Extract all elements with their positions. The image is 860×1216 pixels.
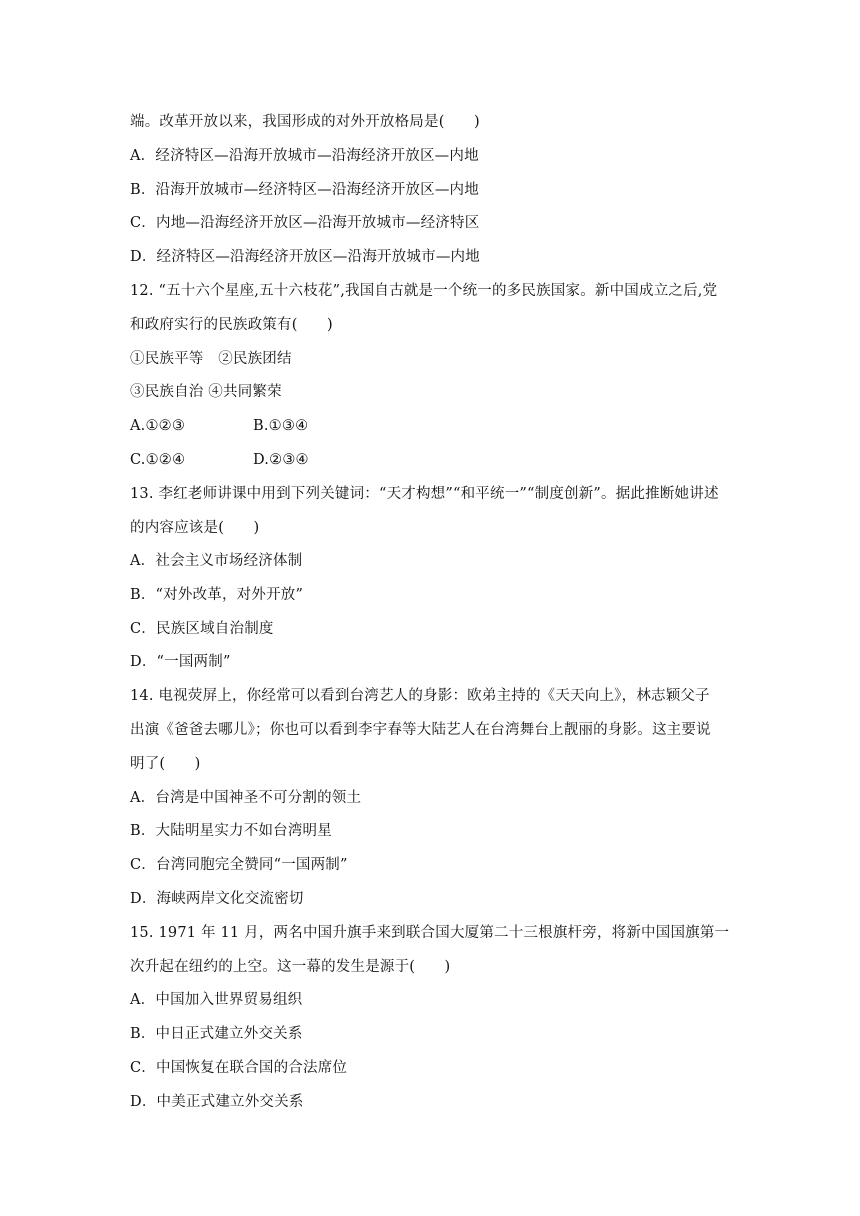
- q12-option-c: C.①②④: [130, 452, 186, 468]
- q14-option-a: A．台湾是中国神圣不可分割的领土: [130, 790, 362, 806]
- q12-option-a: A.①②③: [130, 418, 186, 434]
- q13-option-d: D．“一国两制”: [130, 654, 231, 670]
- q12-stem-line1: 12. “五十六个星座,五十六枝花”,我国自古就是一个统一的多民族国家。新中国成立之后,党: [130, 283, 718, 299]
- q14-stem-line1: 14. 电视荧屏上，你经常可以看到台湾艺人的身影：欧弟主持的《天天向上》，林志颖父子: [130, 688, 710, 704]
- q13-stem-line2: 的内容应该是( ): [130, 520, 260, 536]
- q15-option-d: D．中美正式建立外交关系: [130, 1094, 304, 1110]
- q12-options-row2: [130, 450, 390, 470]
- q12-options-row1: [130, 416, 390, 436]
- q15-option-b: B．中日正式建立外交关系: [130, 1026, 303, 1042]
- q14-option-c: C．台湾同胞完全赞同“一国两制”: [130, 857, 348, 873]
- q15-option-c: C．中国恢复在联合国的合法席位: [130, 1060, 348, 1076]
- q15-stem-line1: 15. 1971 年 11 月，两名中国升旗手来到联合国大厦第二十三根旗杆旁，将新中国国旗第一: [130, 925, 730, 941]
- q12-items-line2: ③民族自治 ④共同繁荣: [130, 384, 282, 400]
- q11-option-d: D．经济特区—沿海经济开放区—沿海开放城市—内地: [130, 249, 480, 265]
- q14-option-d: D．海峡两岸文化交流密切: [130, 891, 304, 907]
- q14-option-b: B．大陆明星实力不如台湾明星: [130, 823, 332, 839]
- q11-option-b: B．沿海开放城市—经济特区—沿海经济开放区—内地: [130, 182, 479, 198]
- q12-stem-line2: 和政府实行的民族政策有( ): [130, 317, 333, 333]
- q15-option-a: A．中国加入世界贸易组织: [130, 992, 303, 1008]
- q14-stem-line3: 明了( ): [130, 756, 201, 772]
- q14-stem-line2: 出演《爸爸去哪儿》；你也可以看到李宇春等大陆艺人在台湾舞台上靓丽的身影。这主要说: [130, 722, 711, 738]
- q12-items-line1: ①民族平等 ②民族团结: [130, 351, 292, 367]
- q13-option-c: C．民族区域自治制度: [130, 621, 274, 637]
- q15-stem-line2: 次升起在纽约的上空。这一幕的发生是源于( ): [130, 959, 451, 975]
- q12-option-b: B.①③④: [253, 418, 309, 434]
- q12-option-d: D.②③④: [253, 452, 309, 468]
- q13-option-b: B．“对外改革，对外开放”: [130, 587, 304, 603]
- q11-stem-tail: 端。改革开放以来，我国形成的对外开放格局是( ): [130, 114, 480, 130]
- q13-stem-line1: 13. 李红老师讲课中用到下列关键词：“天才构想”“和平统一”“制度创新”。据此推断她讲述: [130, 486, 719, 502]
- q13-option-a: A．社会主义市场经济体制: [130, 553, 303, 569]
- q11-option-a: A．经济特区—沿海开放城市—沿海经济开放区—内地: [130, 148, 479, 164]
- q11-option-c: C．内地—沿海经济开放区—沿海开放城市—经济特区: [130, 215, 480, 231]
